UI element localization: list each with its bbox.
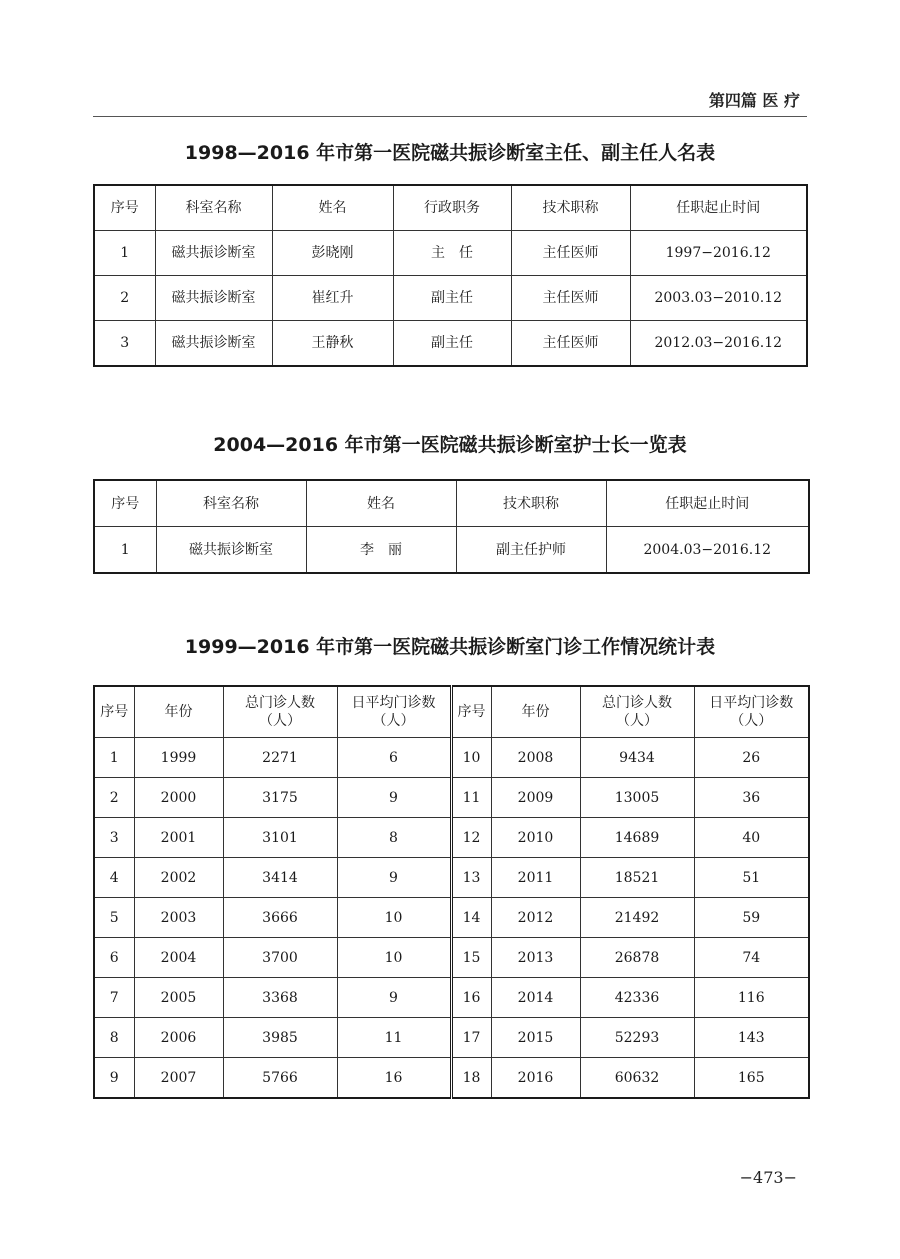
- header-cell: 日平均门诊数 （人）: [337, 686, 451, 738]
- table-cell: 2000: [134, 778, 223, 818]
- table-cell: 16: [337, 1058, 451, 1099]
- table-cell: 14: [451, 898, 491, 938]
- table-cell: 2: [94, 778, 134, 818]
- table-header-row: [94, 480, 809, 527]
- table-cell: 74: [694, 938, 809, 978]
- header-cell: 序号: [94, 480, 156, 527]
- table-cell: 2009: [491, 778, 580, 818]
- table-cell: 8: [337, 818, 451, 858]
- table3-title: 1999—2016 年市第一医院磁共振诊断室门诊工作情况统计表: [184, 636, 716, 658]
- table-cell: 2006: [134, 1018, 223, 1058]
- table-cell: 2001: [134, 818, 223, 858]
- table-cell: 2016: [491, 1058, 580, 1099]
- table-cell: 2004.03−2016.12: [606, 527, 809, 574]
- table-cell: 3175: [223, 778, 337, 818]
- table-cell: 60632: [580, 1058, 694, 1099]
- table-cell: 5766: [223, 1058, 337, 1099]
- directors-table: [93, 184, 808, 367]
- table-cell: 10: [337, 898, 451, 938]
- table-cell: 2008: [491, 738, 580, 778]
- table-cell: 副主任: [393, 321, 511, 367]
- table-cell: 2003.03−2010.12: [630, 276, 807, 321]
- table-cell: 59: [694, 898, 809, 938]
- table-header-row: [94, 185, 807, 231]
- table-cell: 18521: [580, 858, 694, 898]
- table-row: [94, 738, 809, 778]
- table-cell: 42336: [580, 978, 694, 1018]
- table-cell: 13: [451, 858, 491, 898]
- table-cell: 1: [94, 738, 134, 778]
- table-cell: 6: [94, 938, 134, 978]
- page-number: −473−: [739, 1168, 797, 1187]
- table-row: [94, 898, 809, 938]
- table-cell: 4: [94, 858, 134, 898]
- table-row: [94, 231, 807, 276]
- table-cell: 16: [451, 978, 491, 1018]
- table-cell: 9434: [580, 738, 694, 778]
- header-cell: 技术职称: [511, 185, 630, 231]
- table-cell: 116: [694, 978, 809, 1018]
- table-cell: 40: [694, 818, 809, 858]
- table-cell: 副主任护师: [456, 527, 606, 574]
- header-cell: 年份: [134, 686, 223, 738]
- table-cell: 主任医师: [511, 276, 630, 321]
- header-cell: 序号: [94, 686, 134, 738]
- table-cell: 崔红升: [272, 276, 393, 321]
- table-cell: 3666: [223, 898, 337, 938]
- table-cell: 14689: [580, 818, 694, 858]
- table-cell: 11: [337, 1018, 451, 1058]
- table-cell: 主 任: [393, 231, 511, 276]
- header-cell: 姓名: [272, 185, 393, 231]
- table-cell: 磁共振诊断室: [155, 321, 272, 367]
- table-cell: 13005: [580, 778, 694, 818]
- table-cell: 165: [694, 1058, 809, 1099]
- table-cell: 51: [694, 858, 809, 898]
- table-cell: 2010: [491, 818, 580, 858]
- table-cell: 18: [451, 1058, 491, 1099]
- table-cell: 2012.03−2016.12: [630, 321, 807, 367]
- header-cell: 序号: [94, 185, 155, 231]
- table-cell: 2003: [134, 898, 223, 938]
- header-cell: 技术职称: [456, 480, 606, 527]
- header-cell: 日平均门诊数 （人）: [694, 686, 809, 738]
- table-cell: 26: [694, 738, 809, 778]
- header-cell: 总门诊人数 （人）: [580, 686, 694, 738]
- header-cell: 姓名: [306, 480, 456, 527]
- table-cell: 1: [94, 231, 155, 276]
- table-cell: 3700: [223, 938, 337, 978]
- table-cell: 52293: [580, 1018, 694, 1058]
- outpatient-stats-table: [93, 685, 810, 1099]
- table-cell: 李 丽: [306, 527, 456, 574]
- table-cell: 1: [94, 527, 156, 574]
- table-row: [94, 778, 809, 818]
- table-cell: 15: [451, 938, 491, 978]
- table-cell: 11: [451, 778, 491, 818]
- table-cell: 彭晓刚: [272, 231, 393, 276]
- table2-title: 2004—2016 年市第一医院磁共振诊断室护士长一览表: [213, 434, 687, 456]
- table-row: [94, 527, 809, 574]
- header-rule: [93, 116, 807, 117]
- table-cell: 10: [451, 738, 491, 778]
- table-cell: 磁共振诊断室: [155, 276, 272, 321]
- table-cell: 2002: [134, 858, 223, 898]
- table-cell: 2013: [491, 938, 580, 978]
- table-row: [94, 978, 809, 1018]
- table-cell: 2271: [223, 738, 337, 778]
- table-cell: 2015: [491, 1018, 580, 1058]
- table-row: [94, 938, 809, 978]
- table-cell: 1997−2016.12: [630, 231, 807, 276]
- table-cell: 1999: [134, 738, 223, 778]
- header-cell: 年份: [491, 686, 580, 738]
- table-cell: 主任医师: [511, 321, 630, 367]
- table-cell: 9: [337, 858, 451, 898]
- table-cell: 王静秋: [272, 321, 393, 367]
- header-cell: 总门诊人数 （人）: [223, 686, 337, 738]
- table-cell: 磁共振诊断室: [156, 527, 306, 574]
- table-cell: 12: [451, 818, 491, 858]
- table-cell: 26878: [580, 938, 694, 978]
- table-cell: 9: [94, 1058, 134, 1099]
- table-cell: 副主任: [393, 276, 511, 321]
- table-row: [94, 818, 809, 858]
- table-cell: 2007: [134, 1058, 223, 1099]
- header-cell: 科室名称: [155, 185, 272, 231]
- table-cell: 5: [94, 898, 134, 938]
- table-cell: 36: [694, 778, 809, 818]
- table-cell: 10: [337, 938, 451, 978]
- table-cell: 3: [94, 818, 134, 858]
- table-row: [94, 1058, 809, 1099]
- header-cell: 行政职务: [393, 185, 511, 231]
- table-row: [94, 1018, 809, 1058]
- table-cell: 7: [94, 978, 134, 1018]
- table-row: [94, 321, 807, 367]
- table-cell: 磁共振诊断室: [155, 231, 272, 276]
- table-cell: 143: [694, 1018, 809, 1058]
- table-cell: 2012: [491, 898, 580, 938]
- table-cell: 3368: [223, 978, 337, 1018]
- table-cell: 9: [337, 778, 451, 818]
- table-cell: 17: [451, 1018, 491, 1058]
- head-nurse-table: [93, 479, 810, 574]
- table-cell: 主任医师: [511, 231, 630, 276]
- table-cell: 9: [337, 978, 451, 1018]
- table-header-row: [94, 686, 809, 738]
- header-cell: 任职起止时间: [630, 185, 807, 231]
- table-cell: 3414: [223, 858, 337, 898]
- table-cell: 3: [94, 321, 155, 367]
- header-cell: 科室名称: [156, 480, 306, 527]
- table-cell: 8: [94, 1018, 134, 1058]
- table-cell: 2004: [134, 938, 223, 978]
- header-cell: 序号: [451, 686, 491, 738]
- header-cell: 任职起止时间: [606, 480, 809, 527]
- table-cell: 21492: [580, 898, 694, 938]
- table-cell: 2014: [491, 978, 580, 1018]
- table-cell: 3985: [223, 1018, 337, 1058]
- table-cell: 6: [337, 738, 451, 778]
- table-cell: 2011: [491, 858, 580, 898]
- table-row: [94, 858, 809, 898]
- table1-title: 1998—2016 年市第一医院磁共振诊断室主任、副主任人名表: [184, 142, 716, 164]
- table-row: [94, 276, 807, 321]
- table-cell: 2: [94, 276, 155, 321]
- table-cell: 2005: [134, 978, 223, 1018]
- table-cell: 3101: [223, 818, 337, 858]
- running-head: 第四篇 医 疗: [708, 91, 800, 110]
